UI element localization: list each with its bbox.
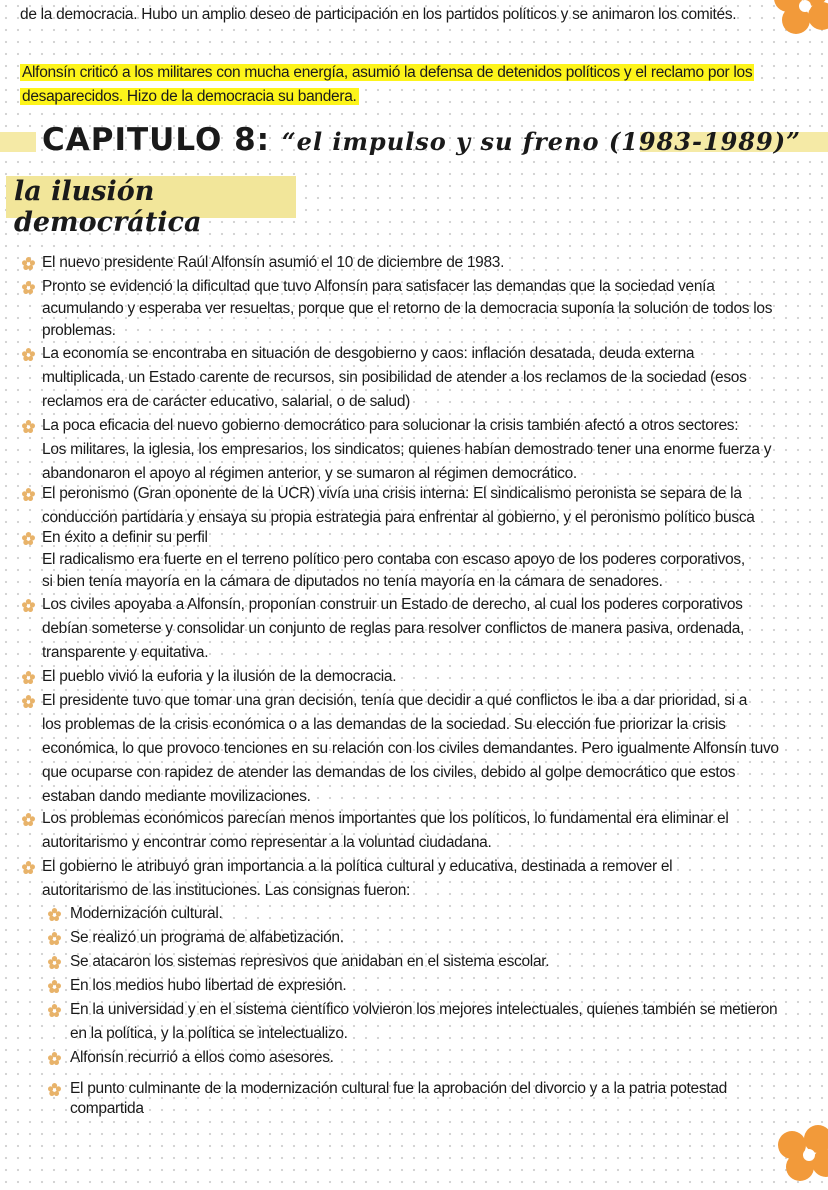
section-title: la ilusión democrática xyxy=(14,176,202,238)
flower-bullet-icon xyxy=(22,488,35,501)
flower-bullet-icon xyxy=(48,980,61,993)
list-item-line: El pueblo vivió la euforia y la ilusión de la democracia. xyxy=(42,668,397,685)
list-item-line: La poca eficacia del nuevo gobierno democrático para solucionar la crisis también afectó a otros sectores: xyxy=(42,417,739,434)
chapter-subtitle: “el impulso y su freno (1983-1989)” xyxy=(281,127,801,156)
flower-bullet-icon xyxy=(22,420,35,433)
list-item-line: Los problemas económicos parecían menos importantes que los políticos, lo fundamental era eliminar el xyxy=(42,810,729,827)
list-item-line: Los militares, la iglesia, los empresarios, los sindicatos; quienes habían demostrado tener una enorme fuerza y xyxy=(42,441,772,458)
chapter-label: CAPITULO 8: xyxy=(42,122,271,158)
section-heading xyxy=(6,176,296,238)
list-item-line: La economía se encontraba en situación de desgobierno y caos: inflación desatada, deuda externa xyxy=(42,345,695,362)
list-item-line: reclamos era de carácter educativo, salarial, o de salud) xyxy=(42,393,411,410)
flower-bullet-icon xyxy=(22,671,35,684)
list-item-line: los problemas de la crisis económica o a las demandas de la sociedad. Su elección fue priorizar la crisis xyxy=(42,716,726,733)
list-item-line: En éxito a definir su perfil xyxy=(42,529,208,546)
flower-bullet-icon xyxy=(22,695,35,708)
flower-bullet-icon xyxy=(22,281,35,294)
list-item-line: Modernización cultural. xyxy=(70,905,223,922)
list-item-line: conducción partidaria y ensaya su propia estrategia para enfrentar al gobierno, y el peronismo político busca xyxy=(42,509,755,526)
list-item-line: Se atacaron los sistemas represivos que anidaban en el sistema escolar. xyxy=(70,953,550,970)
flower-bullet-icon xyxy=(22,813,35,826)
flower-bullet-icon xyxy=(48,908,61,921)
list-item-line: transparente y equitativa. xyxy=(42,644,209,661)
list-item-line: Alfonsín recurrió a ellos como asesores. xyxy=(70,1049,334,1066)
list-item-line: El radicalismo era fuerte en el terreno político pero contaba con escaso apoyo de los poderes corporativos, xyxy=(42,551,745,568)
chapter-title xyxy=(42,122,801,158)
flower-decoration-bottom xyxy=(772,1125,828,1190)
list-item-line: que ocuparse con rapidez de atender las demandas de los civiles, debido al golpe democrático que estos xyxy=(42,764,736,781)
list-item-line: abandonaron el apoyo al régimen anterior, y se sumaron al régimen democrático. xyxy=(42,465,577,482)
list-item-line: El presidente tuvo que tomar una gran decisión, tenía que decidir a qué conflictos le iba a dar prioridad, si a xyxy=(42,692,748,709)
list-item-line: problemas. xyxy=(42,322,116,339)
flower-bullet-icon xyxy=(48,956,61,969)
flower-bullet-icon xyxy=(48,932,61,945)
list-item-line: El nuevo presidente Raúl Alfonsín asumió el 10 de diciembre de 1983. xyxy=(42,254,505,271)
flower-bullet-icon xyxy=(48,1052,61,1065)
highlight-line-1 xyxy=(20,64,754,82)
intro-line: de la democracia. Hubo un amplio deseo de participación en los partidos políticos y se animaron los comités. xyxy=(20,6,737,23)
list-item-line: multiplicada, un Estado carente de recursos, sin posibilidad de atender a los reclamos de la sociedad (esos xyxy=(42,369,747,386)
list-item-line: En la universidad y en el sistema científico volvieron los mejores intelectuales, quienes también se metieron xyxy=(70,1001,778,1018)
list-item-line: En los medios hubo libertad de expresión. xyxy=(70,977,347,994)
highlight-text: Alfonsín criticó a los militares con mucha energía, asumió la defensa de detenidos políticos y el reclamo por los xyxy=(22,64,753,81)
heading-band xyxy=(0,132,36,152)
list-item-line: Los civiles apoyaba a Alfonsín, proponían construir un Estado de derecho, al cual los poderes corporativos xyxy=(42,596,743,613)
list-item-line: autoritarismo de las instituciones. Las consignas fueron: xyxy=(42,882,411,899)
list-item-line: estaban dando mediante movilizaciones. xyxy=(42,788,311,805)
list-item-line: económica, lo que provoco tenciones en su relación con los civiles demandantes. Pero igualmente Alfonsín tuvo xyxy=(42,740,779,757)
highlight-line-2 xyxy=(20,88,359,106)
flower-bullet-icon xyxy=(22,532,35,545)
list-item-line: Pronto se evidenció la dificultad que tuvo Alfonsín para satisfacer las demandas que la sociedad venía xyxy=(42,278,715,295)
flower-bullet-icon xyxy=(22,257,35,270)
highlight-text: desaparecidos. Hizo de la democracia su bandera. xyxy=(22,88,357,105)
list-item-line: El gobierno le atribuyó gran importancia a la política cultural y educativa, destinada a remover el xyxy=(42,858,673,875)
list-item-line: acumulando y esperaba ver resueltas, porque que el retorno de la democracia suponía la solución de todos los xyxy=(42,300,773,317)
flower-decoration-top xyxy=(768,0,828,43)
list-item-line: El punto culminante de la modernización cultural fue la aprobación del divorcio y a la patria potestad xyxy=(70,1080,727,1097)
list-item-line: compartida xyxy=(70,1100,144,1117)
list-item-line: Se realizó un programa de alfabetización. xyxy=(70,929,344,946)
list-item-line: El peronismo (Gran oponente de la UCR) vivía una crisis interna: El sindicalismo peronista se separa de la xyxy=(42,485,742,502)
flower-bullet-icon xyxy=(22,599,35,612)
flower-bullet-icon xyxy=(22,348,35,361)
list-item-line: si bien tenía mayoría en la cámara de diputados no tenía mayoría en la cámara de senadores. xyxy=(42,573,663,590)
flower-bullet-icon xyxy=(48,1083,61,1096)
list-item-line: autoritarismo y encontrar como representar a la voluntad ciudadana. xyxy=(42,834,492,851)
flower-bullet-icon xyxy=(22,861,35,874)
list-item-line: en la política, y la política se intelectualizo. xyxy=(70,1025,348,1042)
list-item-line: debían someterse y consolidar un conjunto de reglas para resolver conflictos de manera pasiva, ordenada, xyxy=(42,620,745,637)
chapter-heading xyxy=(0,122,828,156)
flower-bullet-icon xyxy=(48,1004,61,1017)
